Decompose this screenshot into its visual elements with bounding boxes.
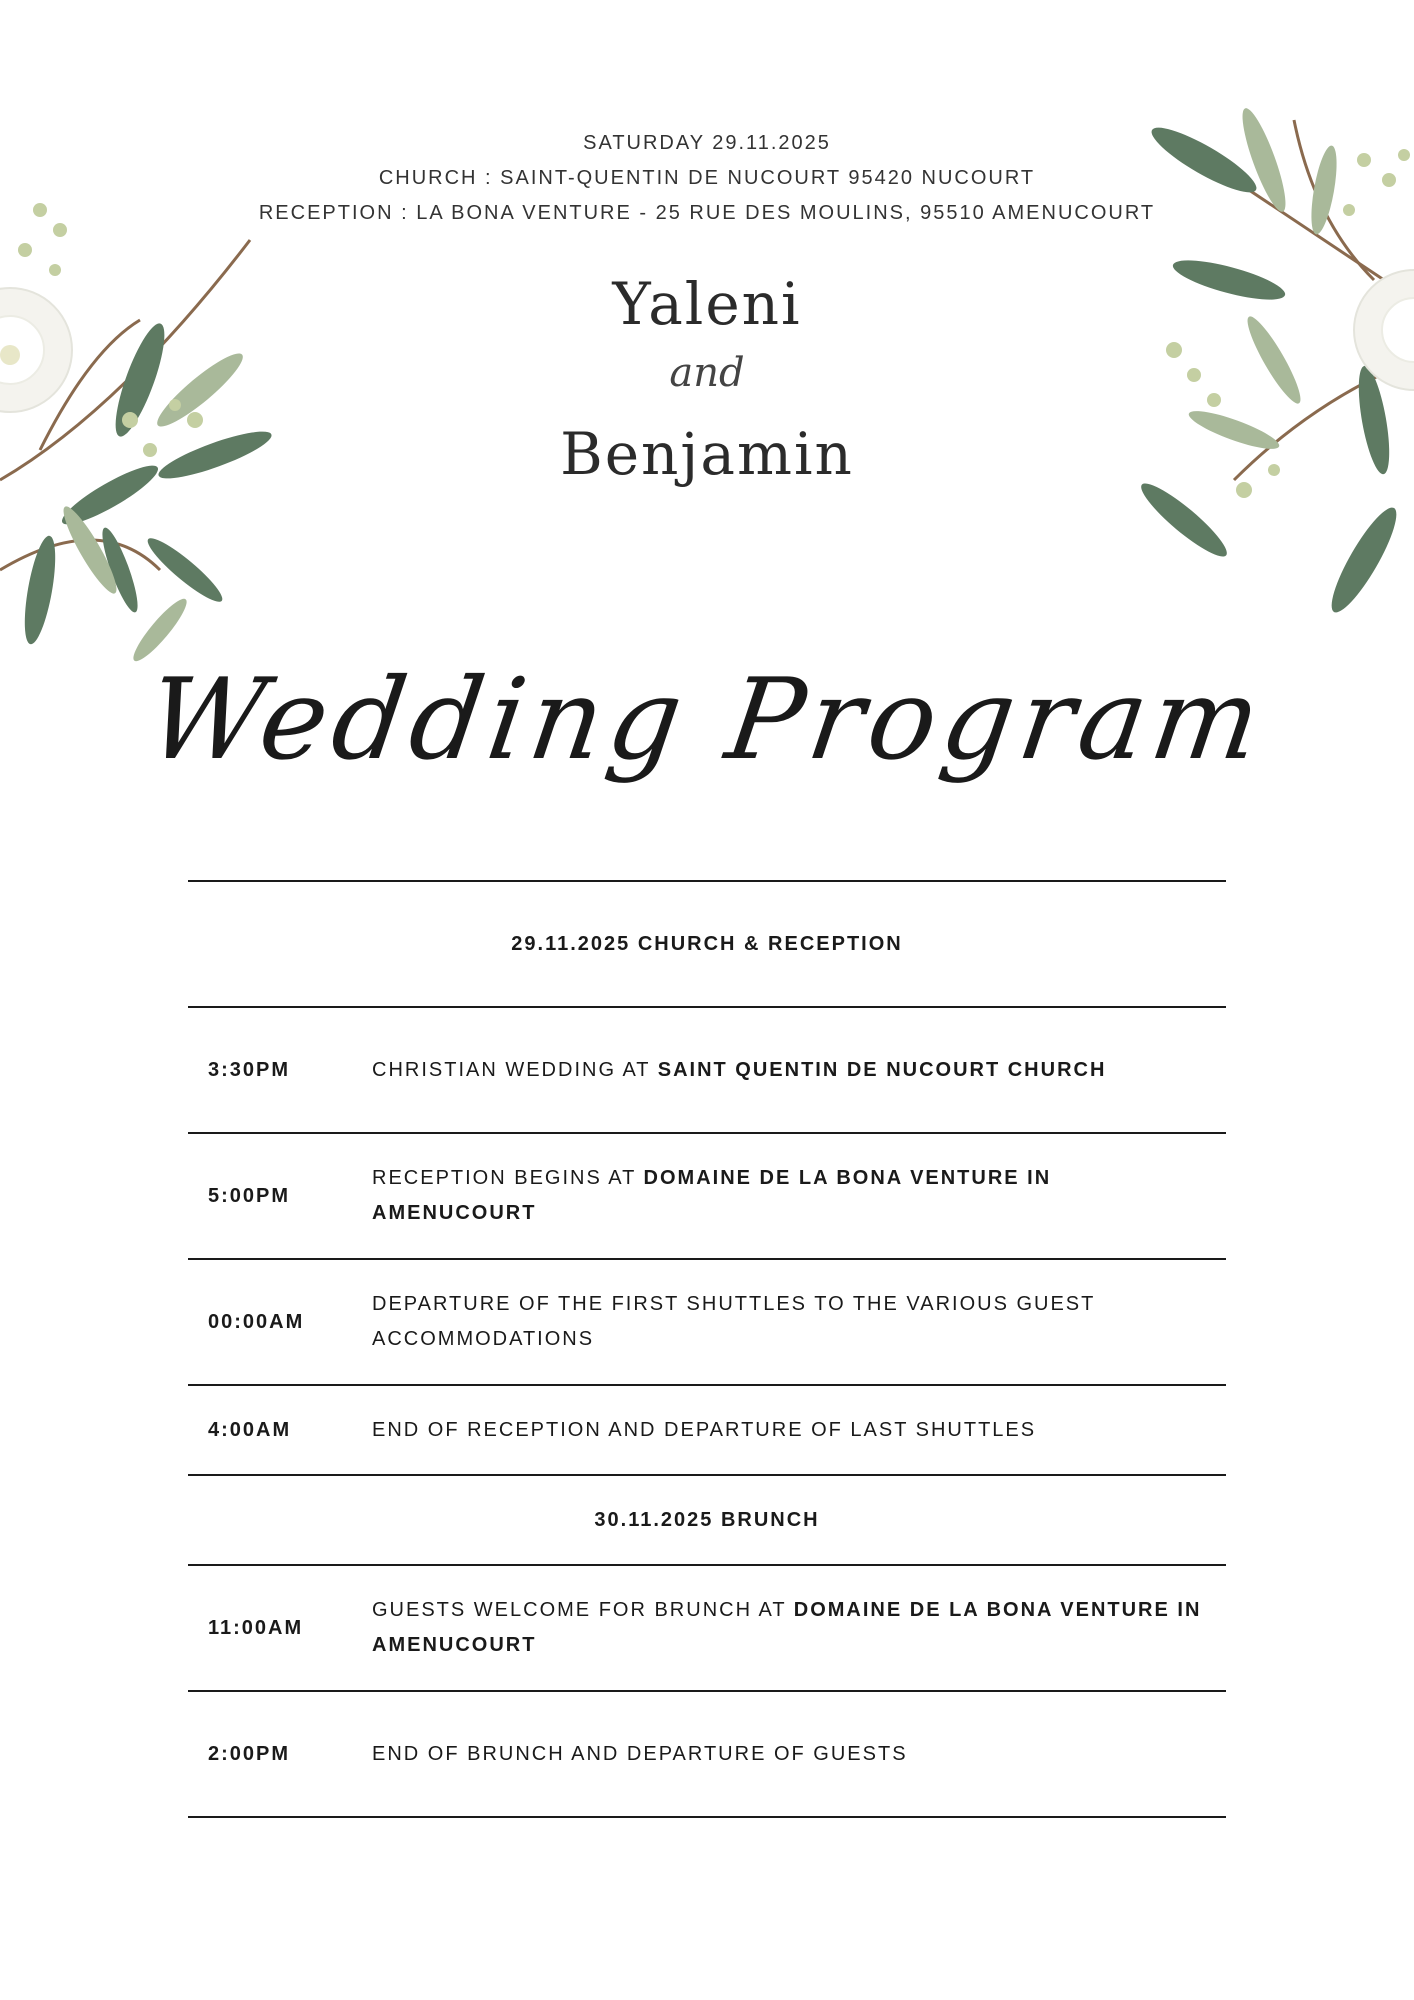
- couple-name-2: Benjamin: [560, 420, 854, 488]
- day-heading-1: 29.11.2025 CHURCH & RECEPTION: [188, 882, 1226, 1008]
- table-row: [188, 1134, 1226, 1260]
- event-time: 11:00AM: [208, 1616, 304, 1639]
- table-row: [188, 1260, 1226, 1386]
- date-line: SATURDAY 29.11.2025: [583, 132, 831, 154]
- table-row: [188, 1008, 1226, 1134]
- event-time: 00:00AM: [208, 1310, 305, 1333]
- event-description: END OF RECEPTION AND DEPARTURE OF LAST SHUTTLES: [372, 1418, 1037, 1441]
- couple-connector: and: [669, 350, 745, 396]
- event-details-header: [0, 126, 1414, 231]
- page-title: Wedding Program: [140, 655, 1274, 785]
- event-description: CHRISTIAN WEDDING AT SAINT QUENTIN DE NUCOURT CHURCH: [372, 1058, 1107, 1081]
- event-time: 5:00PM: [208, 1184, 291, 1207]
- event-description: END OF BRUNCH AND DEPARTURE OF GUESTS: [372, 1742, 908, 1765]
- couple-name-1: Yaleni: [612, 270, 802, 338]
- event-description: GUESTS WELCOME FOR BRUNCH AT DOMAINE DE LA BONA VENTURE IN AMENUCOURT: [372, 1599, 1202, 1656]
- table-row: [188, 1692, 1226, 1818]
- event-description: DEPARTURE OF THE FIRST SHUTTLES TO THE VARIOUS GUEST ACCOMMODATIONS: [372, 1293, 1096, 1350]
- event-time: 3:30PM: [208, 1058, 291, 1081]
- program-table: [188, 880, 1226, 1818]
- day-heading-2: 30.11.2025 BRUNCH: [188, 1476, 1226, 1566]
- event-description: RECEPTION BEGINS AT DOMAINE DE LA BONA VENTURE IN AMENUCOURT: [372, 1167, 1052, 1224]
- church-line: CHURCH : SAINT-QUENTIN DE NUCOURT 95420 NUCOURT: [378, 167, 1036, 189]
- table-row: [188, 1386, 1226, 1476]
- event-time: 4:00AM: [208, 1418, 292, 1441]
- event-time: 2:00PM: [208, 1742, 291, 1765]
- reception-line: RECEPTION : LA BONA VENTURE - 25 RUE DES MOULINS, 95510 AMENUCOURT: [258, 202, 1156, 224]
- table-row: [188, 1566, 1226, 1692]
